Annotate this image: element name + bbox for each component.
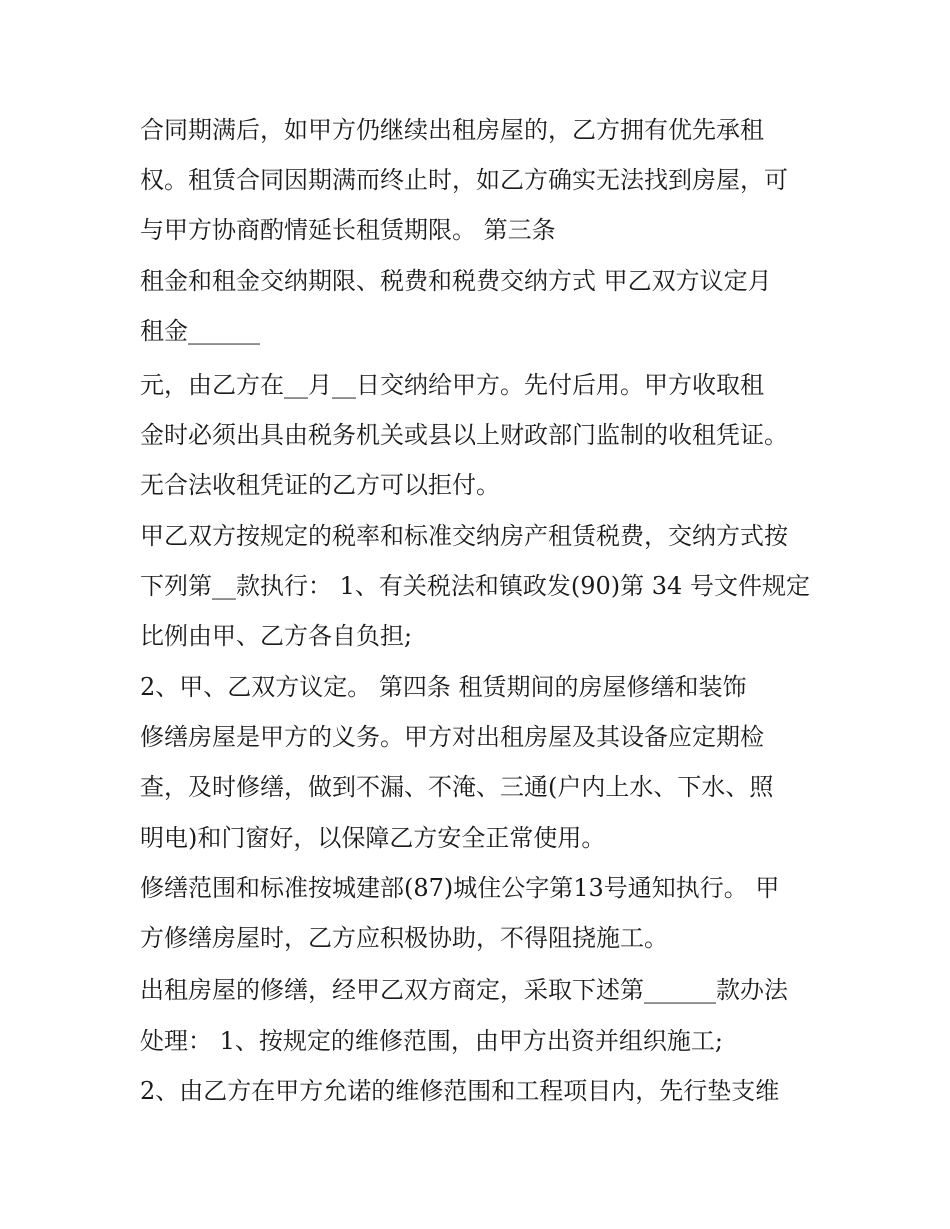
text-line: 租金和租金交纳期限、税费和税费交纳方式 甲乙双方议定月 — [140, 267, 772, 295]
text-line: 查，及时修缮，做到不漏、不淹、三通(户内上水、下水、照 — [140, 773, 774, 801]
text-line: 权。租赁合同因期满而终止时，如乙方确实无法找到房屋，可 — [140, 166, 788, 194]
text-line: 修缮范围和标准按城建部(87)城住公字第13号通知执行。 甲 — [140, 874, 780, 902]
text-line: 甲乙双方按规定的税率和标准交纳房产租赁税费，交纳方式按 — [140, 522, 788, 550]
text-line: 方修缮房屋时，乙方应积极协助，不得阻挠施工。 — [140, 924, 668, 952]
text-line: 无合法收租凭证的乙方可以拒付。 — [140, 471, 500, 499]
text-line: 修缮房屋是甲方的义务。甲方对出租房屋及其设备应定期检 — [140, 723, 764, 751]
text-line: 处理： 1、按规定的维修范围，由甲方出资并组织施工; — [140, 1027, 723, 1055]
text-line: 出租房屋的修缮，经甲乙双方商定，采取下述第______款办法 — [140, 976, 788, 1004]
text-line: 与甲方协商酌情延长租赁期限。 第三条 — [140, 216, 556, 244]
text-line: 2、由乙方在甲方允诺的维修范围和工程项目内，先行垫支维 — [140, 1077, 780, 1105]
text-line: 下列第__款执行： 1、有关税法和镇政发(90)第 34 号文件规定 — [140, 572, 810, 600]
text-line: 比例由甲、乙方各自负担; — [140, 622, 413, 650]
text-line: 元，由乙方在__月__日交纳给甲方。先付后用。甲方收取租 — [140, 371, 764, 399]
text-line: 明电)和门窗好，以保障乙方安全正常使用。 — [140, 824, 606, 852]
text-line: 租金______ — [140, 317, 260, 345]
text-line: 2、甲、乙双方议定。 第四条 租赁期间的房屋修缮和装饰 — [140, 673, 747, 701]
text-line: 合同期满后，如甲方仍继续出租房屋的，乙方拥有优先承租 — [140, 116, 764, 144]
text-line: 金时必须出具由税务机关或县以上财政部门监制的收租凭证。 — [140, 421, 788, 449]
